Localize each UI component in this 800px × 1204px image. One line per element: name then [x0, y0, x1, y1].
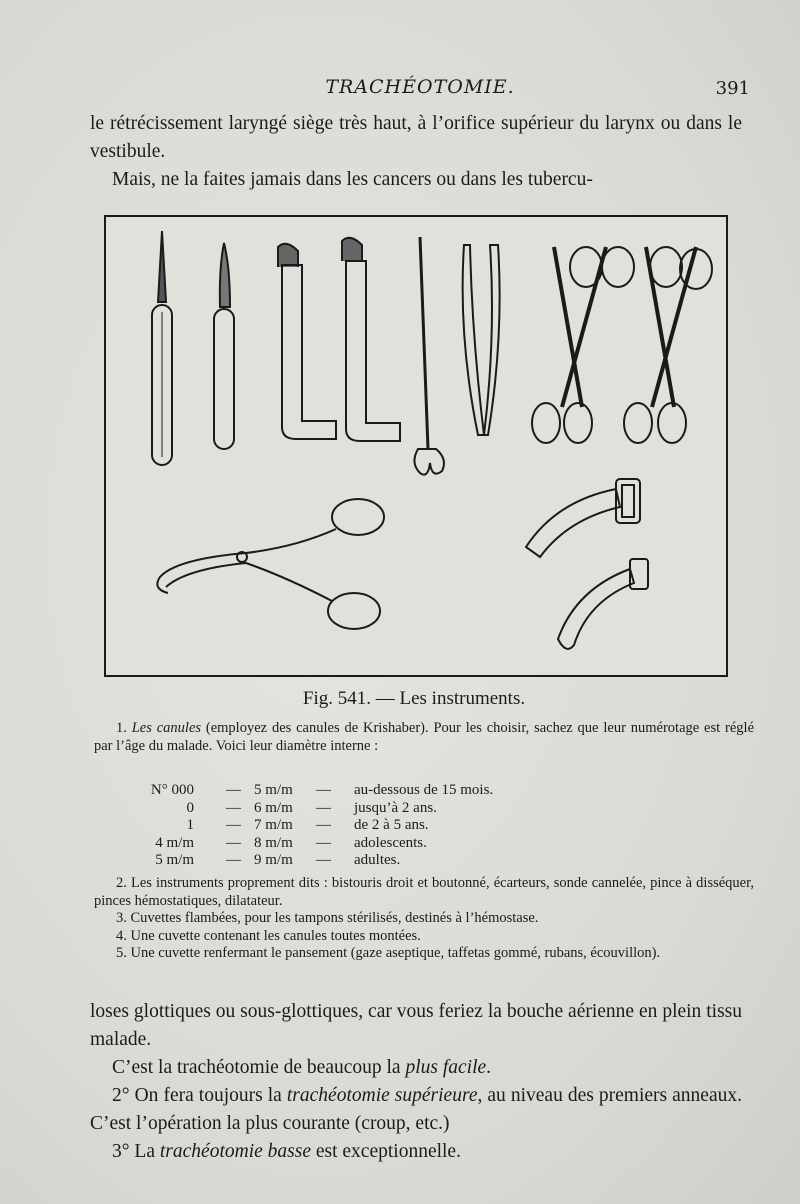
- size-number: 4 m/m: [155, 834, 194, 851]
- footnote-1: [94, 720, 754, 755]
- italic-run: plus facile: [405, 1057, 487, 1078]
- text-run: est exceptionnelle.: [310, 1141, 461, 1162]
- paragraph: Mais, ne la faites jamais dans les cancers ou dans les tubercu-: [112, 169, 593, 190]
- paragraph: [90, 1054, 742, 1082]
- footnote-paragraph: 3. Cuvettes flambées, pour les tampons stérilisés, destinés à l’hémostase.: [116, 910, 539, 926]
- scalpel-straight-icon: [152, 231, 172, 465]
- retractor-icon: [278, 244, 336, 439]
- dash: —: [226, 799, 241, 816]
- paragraph: le rétrécissement laryngé siège très haut, à l’orifice supérieur du larynx ou dans le vestibule.: [90, 113, 742, 162]
- footnote-paragraph: 2. Les instruments proprement dits : bistouris droit et boutonné, écarteurs, sonde cannelée, pince à disséquer, pinces hémostatiques, dilatateur.: [94, 875, 754, 909]
- dash: —: [316, 852, 331, 869]
- size-age: adultes.: [354, 852, 401, 869]
- size-age: de 2 à 5 ans.: [354, 817, 429, 834]
- instruments-illustration: [106, 217, 726, 675]
- size-number: N° 000: [150, 782, 194, 798]
- size-age: jusqu’à 2 ans.: [354, 799, 437, 816]
- text-run: , au niveau des premiers anneaux. C’est l’opération la plus courante (croup, etc.): [90, 1085, 742, 1134]
- size-diameter: 7 m/m: [254, 817, 293, 834]
- dash: —: [226, 782, 241, 798]
- size-diameter: 9 m/m: [254, 852, 293, 869]
- dash: —: [226, 817, 241, 834]
- text-run: C’est la trachéotomie de beaucoup la: [112, 1057, 406, 1078]
- dash: —: [316, 799, 331, 816]
- hemostatic-forceps-icon: [532, 247, 634, 443]
- paragraph: [90, 1138, 742, 1166]
- dilator-icon: [157, 499, 384, 629]
- text-run: .: [486, 1057, 492, 1078]
- size-number: 5 m/m: [155, 852, 194, 869]
- size-row: [114, 852, 634, 870]
- figure-caption: Fig. 541. — Les instruments.: [302, 688, 526, 709]
- paragraph: [90, 1082, 742, 1138]
- figure-instruments: [104, 215, 728, 677]
- dash: —: [316, 834, 331, 851]
- size-age: au-dessous de 15 mois.: [354, 782, 494, 798]
- footnotes-rest: [94, 875, 754, 963]
- size-age: adolescents.: [354, 834, 427, 851]
- size-diameter: 5 m/m: [254, 782, 293, 798]
- bottom-text: [90, 998, 742, 1166]
- scalpel-buttoned-icon: [214, 243, 234, 449]
- size-row: [114, 817, 634, 835]
- paragraph: loses glottiques ou sous-glottiques, car vous feriez la bouche aérienne en plein tissu malade.: [90, 1001, 742, 1050]
- hemostatic-forceps-icon: [624, 247, 712, 443]
- footnote-paragraph: [94, 720, 754, 755]
- dash: —: [226, 834, 241, 851]
- size-diameter: 8 m/m: [254, 834, 293, 851]
- running-title: TRACHÉOTOMIE.: [325, 76, 515, 98]
- retractor-icon: [342, 238, 400, 441]
- size-row: [114, 835, 634, 853]
- dissecting-forceps-icon: [463, 245, 500, 435]
- cannula-icon: [526, 479, 640, 557]
- size-diameter: 6 m/m: [254, 799, 293, 816]
- footnote-text: (employez des canules de Krishaber). Pour les choisir, sachez que leur numérotage est réglé par l’âge du malade. Voici leur diamètre interne :: [94, 720, 754, 754]
- italic-run: trachéotomie basse: [159, 1141, 311, 1162]
- size-number: 0: [186, 799, 194, 816]
- cannula-icon: [558, 559, 648, 649]
- italic-run: trachéotomie supérieure: [286, 1085, 478, 1106]
- text-run: 3° La: [112, 1141, 160, 1162]
- dash: —: [316, 817, 331, 834]
- size-number: 1: [186, 817, 194, 834]
- size-row: [114, 800, 634, 818]
- running-head: [90, 74, 750, 104]
- footnote-paragraph: 5. Une cuvette renfermant le pansement (gaze aseptique, taffetas gommé, rubans, écouvillon).: [116, 945, 661, 961]
- cannula-size-table: [114, 782, 634, 870]
- text-run: 2° On fera toujours la: [112, 1085, 287, 1106]
- footnote-italic-title: Les canules: [131, 720, 202, 736]
- dash: —: [316, 782, 331, 798]
- top-text: [90, 110, 742, 194]
- size-row: [114, 782, 634, 800]
- footnote-number: 1.: [116, 720, 127, 736]
- footnote-paragraph: 4. Une cuvette contenant les canules toutes montées.: [116, 927, 421, 944]
- page-number: 391: [715, 78, 750, 99]
- grooved-probe-icon: [414, 237, 444, 475]
- dash: —: [226, 852, 241, 869]
